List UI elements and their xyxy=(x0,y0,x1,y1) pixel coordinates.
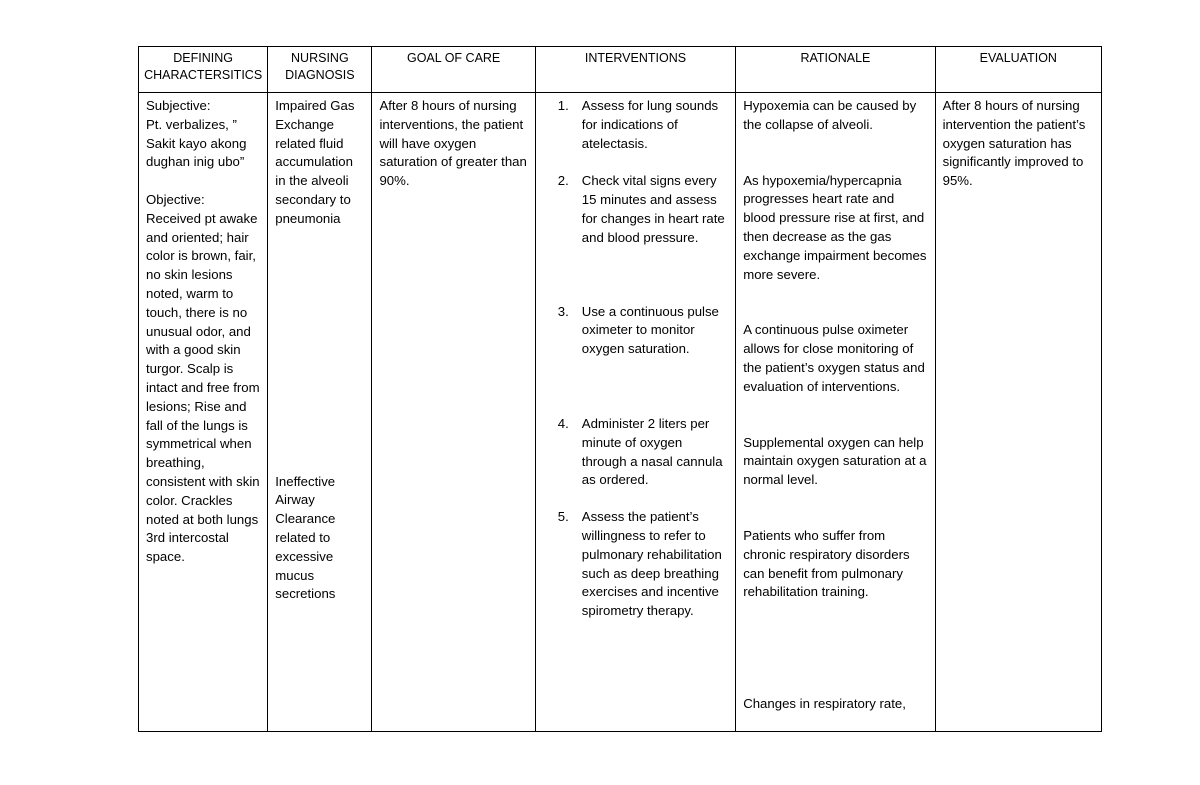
intervention-text: Administer 2 liters per minute of oxygen through a nasal cannula as ordered. xyxy=(581,415,723,488)
goal-text: After 8 hours of nursing interventions, the patient will have oxygen saturation of greater than 90%. xyxy=(379,98,527,189)
diagnosis-second: Ineffective Airway Clearance related to excessive mucus secretions xyxy=(275,473,336,602)
goal-of-care-cell xyxy=(372,93,535,732)
nursing-care-plan-table xyxy=(138,46,1102,732)
intervention-item xyxy=(536,415,729,490)
intervention-number: 3. xyxy=(557,303,569,319)
rationale-cell xyxy=(736,93,935,732)
intervention-item xyxy=(536,508,729,621)
subjective-label: Subjective: xyxy=(146,98,211,113)
rationale-item: A continuous pulse oximeter allows for close monitoring of the patient’s oxygen status and evaluation of interventions. xyxy=(743,322,925,394)
rationale-item: Hypoxemia can be caused by the collapse of alveoli. xyxy=(743,98,917,132)
header-defining-characteristics: DEFINING CHARACTERSITICS xyxy=(139,47,268,93)
rationale-item: As hypoxemia/hypercapnia progresses heart rate and blood pressure rise at first, and then decrease as the gas exchange impairment becomes more severe. xyxy=(743,172,927,282)
intervention-item xyxy=(536,172,729,247)
header-nursing-diagnosis: NURSING DIAGNOSIS xyxy=(268,47,372,93)
intervention-text: Check vital signs every 15 minutes and assess for changes in heart rate and blood pressure. xyxy=(581,173,725,245)
interventions-cell xyxy=(535,93,735,732)
intervention-text: Use a continuous pulse oximeter to monitor oxygen saturation. xyxy=(581,303,719,357)
evaluation-text: After 8 hours of nursing intervention the patient’s oxygen saturation has significantly improved to 95%. xyxy=(942,98,1086,189)
intervention-item xyxy=(536,97,729,153)
rationale-item: Changes in respiratory rate, xyxy=(743,696,906,712)
objective-text: Received pt awake and oriented; hair color is brown, fair, no skin lesions noted, warm to touch, there is no unusual odor, and with a good skin turgor. Scalp is intact and free from lesions; Rise and fall of the lungs is symmetrical when breathing, consistent with skin color. Crackles noted at both lungs 3rd intercostal space. xyxy=(146,210,260,565)
intervention-text: Assess for lung sounds for indications of atelectasis. xyxy=(581,98,719,151)
objective-label: Objective: xyxy=(146,191,205,207)
rationale-item: Supplemental oxygen can help maintain oxygen saturation at a normal level. xyxy=(743,434,927,488)
intervention-number: 2. xyxy=(557,173,569,189)
subjective-text: Pt. verbalizes, ” Sakit kayo akong dughan inig ubo” xyxy=(146,116,247,170)
diagnosis-first: Impaired Gas Exchange related fluid accumulation in the alveoli secondary to pneumonia xyxy=(275,98,355,226)
intervention-number: 5. xyxy=(557,509,569,525)
nursing-diagnosis-cell xyxy=(268,93,372,732)
defining-characteristics-cell xyxy=(139,93,268,732)
evaluation-cell xyxy=(935,93,1101,732)
intervention-number: 1. xyxy=(557,98,569,113)
content-row xyxy=(139,93,1102,732)
header-row xyxy=(139,47,1102,93)
intervention-item xyxy=(536,303,729,359)
header-interventions: INTERVENTIONS xyxy=(535,47,735,93)
intervention-number: 4. xyxy=(557,415,569,431)
header-goal-of-care: GOAL OF CARE xyxy=(372,47,535,93)
header-rationale: RATIONALE xyxy=(736,47,935,93)
header-evaluation: EVALUATION xyxy=(935,47,1101,93)
intervention-text: Assess the patient’s willingness to refer to pulmonary rehabilitation such as deep breathing exercises and incentive spirometry therapy. xyxy=(581,509,722,619)
rationale-item: Patients who suffer from chronic respiratory disorders can benefit from pulmonary rehabilitation training. xyxy=(743,527,910,600)
